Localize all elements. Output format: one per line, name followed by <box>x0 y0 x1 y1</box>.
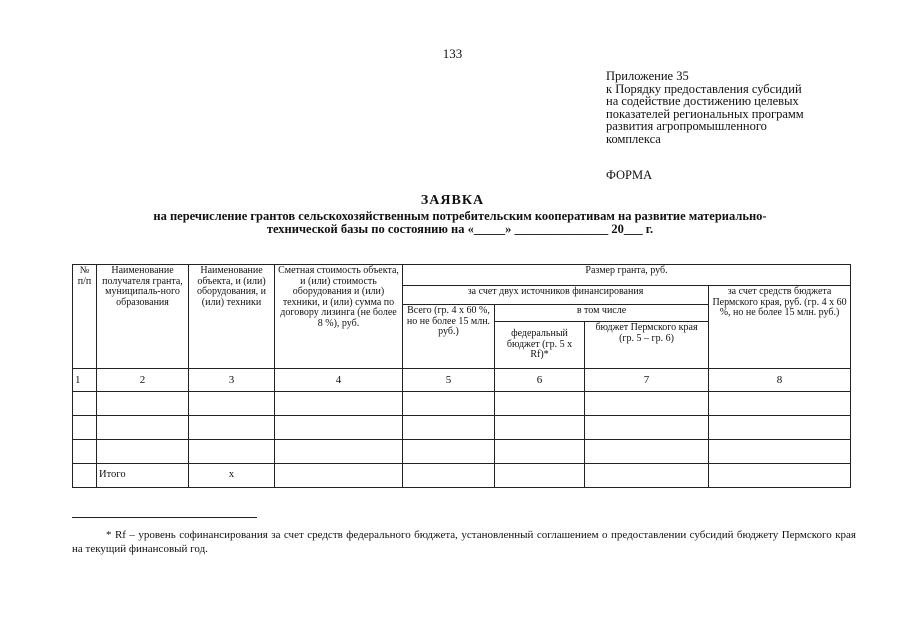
table-cell <box>585 392 709 416</box>
table-cell <box>73 392 97 416</box>
table-cell <box>189 392 275 416</box>
table-row <box>73 416 851 440</box>
header-grant-size: Размер гранта, руб. <box>403 265 851 286</box>
header-recipient: Наименование получателя гранта, муниципаль-ного образования <box>97 265 189 369</box>
header-number: № п/п <box>73 265 97 369</box>
table-cell <box>495 392 585 416</box>
appendix-line: показателей региональных программ <box>606 106 804 121</box>
table-row <box>73 440 851 464</box>
table-cell <box>97 440 189 464</box>
page-number: 133 <box>442 46 463 61</box>
total-row <box>73 464 851 488</box>
column-number: 7 <box>585 369 709 392</box>
column-number: 5 <box>403 369 495 392</box>
subtitle-line-2: технической базы по состоянию на «_____» _______________ 20___ г. <box>266 222 654 236</box>
appendix-line: на содействие достижению целевых <box>606 94 799 108</box>
footnote <box>72 528 856 556</box>
column-number: 3 <box>189 369 275 392</box>
table-cell <box>403 464 495 488</box>
header-perm-budget: бюджет Пермского края (гр. 5 – гр. 6) <box>585 322 709 369</box>
table-cell <box>495 464 585 488</box>
table-cell <box>709 392 851 416</box>
column-numbers-row <box>73 369 851 392</box>
table-cell <box>495 440 585 464</box>
table-cell <box>73 464 97 488</box>
table-row <box>73 392 851 416</box>
header-regional-only: за счет средств бюджета Пермского края, руб. (гр. 4 х 60 %, но не более 15 млн. руб.) <box>709 286 851 369</box>
form-label: ФОРМА <box>606 168 653 182</box>
column-number: 4 <box>275 369 403 392</box>
table-cell <box>97 392 189 416</box>
table-cell <box>403 416 495 440</box>
table-cell <box>73 416 97 440</box>
table-cell <box>495 416 585 440</box>
column-number: 6 <box>495 369 585 392</box>
table-cell <box>585 464 709 488</box>
table-cell <box>709 464 851 488</box>
table-cell <box>709 440 851 464</box>
appendix-line: Приложение 35 <box>606 69 689 83</box>
header-two-sources: за счет двух источников финансирования <box>403 286 709 305</box>
header-federal: федеральный бюджет (гр. 5 х Rf)* <box>495 322 585 369</box>
table-cell <box>275 416 403 440</box>
table-cell <box>189 416 275 440</box>
table-cell <box>709 416 851 440</box>
total-col3-mark: х <box>189 464 275 488</box>
footnote-text: * Rf – уровень софинансирования за счет средств федерального бюджета, установленный соглашением о предоставлении субсидий бюджету Пермского края на текущий финансовый год. <box>72 529 856 555</box>
grant-table <box>72 264 851 488</box>
table-cell <box>275 392 403 416</box>
document-title: ЗАЯВКА <box>420 193 485 208</box>
appendix-line: к Порядку предоставления субсидий <box>606 81 802 96</box>
table-cell <box>403 392 495 416</box>
table-cell <box>73 440 97 464</box>
header-estimated-cost: Сметная стоимость объекта, и (или) стоимость оборудования и (или) техники, и (или) сумма по договору лизинга (не более 8 %), руб. <box>275 265 403 369</box>
table-cell <box>97 416 189 440</box>
header-total: Всего (гр. 4 х 60 %, но не более 15 млн. руб.) <box>403 305 495 369</box>
total-label: Итого <box>97 464 189 488</box>
table-cell <box>585 416 709 440</box>
appendix-block <box>606 70 896 145</box>
document-subtitle <box>70 210 850 236</box>
footnote-divider <box>72 517 257 518</box>
appendix-line: развития агропромышленного <box>606 119 767 133</box>
column-number: 1 <box>73 369 97 392</box>
appendix-line: комплекса <box>606 131 661 146</box>
table-cell <box>275 440 403 464</box>
table-cell <box>585 440 709 464</box>
table-cell <box>189 440 275 464</box>
table-cell <box>403 440 495 464</box>
subtitle-line-1: на перечисление грантов сельскохозяйственным потребительским кооперативам на развитие материально- <box>153 209 767 223</box>
column-number: 2 <box>97 369 189 392</box>
table-cell <box>275 464 403 488</box>
header-object: Наименование объекта, и (или) оборудования, и (или) техники <box>189 265 275 369</box>
header-including: в том числе <box>495 305 709 322</box>
column-number: 8 <box>709 369 851 392</box>
